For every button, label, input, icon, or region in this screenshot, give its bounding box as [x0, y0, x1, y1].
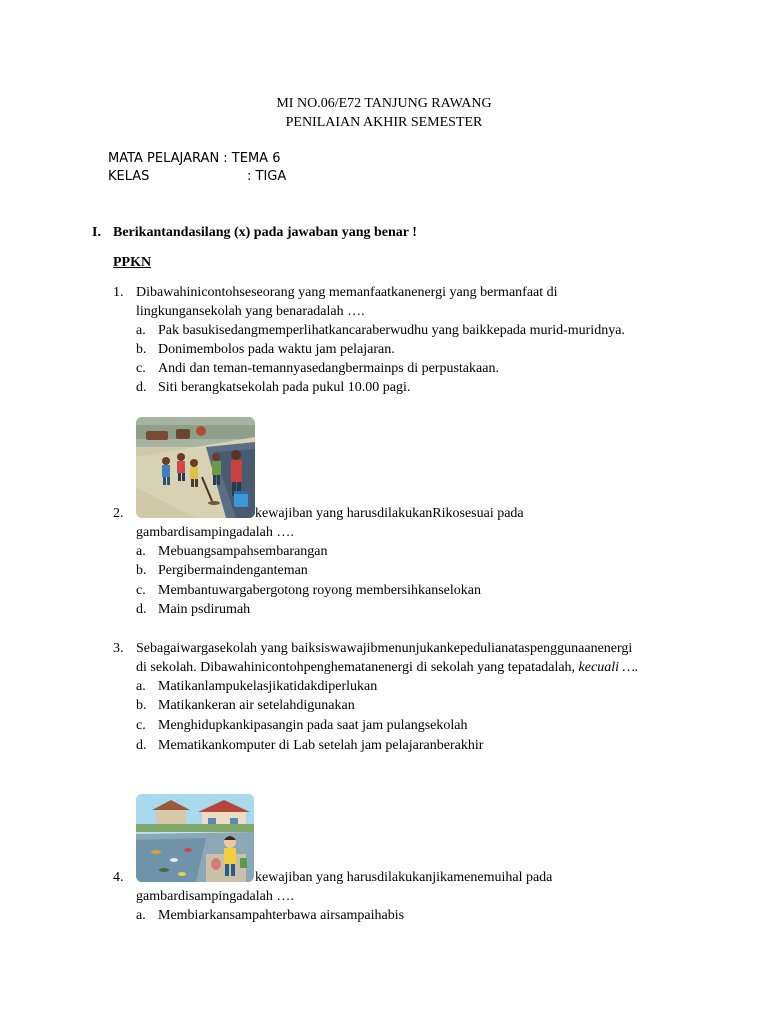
option-letter: d. [136, 738, 147, 753]
question-text-line2-italic: kecuali …. [578, 660, 639, 675]
option-text[interactable]: Membiarkansampahterbawa airsampaihabis [158, 908, 405, 923]
option-text[interactable]: Membantuwargabergotong royong membersihkanselokan [158, 583, 481, 598]
question-number: 3. [113, 641, 124, 656]
option-letter: b. [136, 342, 147, 357]
option-text[interactable]: Main psdirumah [158, 602, 251, 617]
option-letter: b. [136, 563, 147, 578]
option-text[interactable]: Mebuangsampahsembarangan [158, 544, 328, 559]
option-letter: a. [136, 908, 146, 923]
question-number: 4. [113, 870, 124, 885]
option-letter: a. [136, 323, 146, 338]
subject-label: MATA PELAJARAN : TEMA 6 [108, 151, 281, 166]
option-letter: c. [136, 583, 146, 598]
question-text-line2: gambardisampingadalah …. [136, 525, 294, 540]
option-letter: c. [136, 718, 146, 733]
subject-heading: PPKN [113, 255, 152, 270]
option-text[interactable]: Siti berangkatsekolah pada pukul 10.00 pagi. [158, 380, 411, 395]
option-letter: d. [136, 380, 147, 395]
question-number: 1. [113, 285, 124, 300]
option-text[interactable]: Donimembolos pada waktu jam pelajaran. [158, 342, 395, 357]
question-text-line1: kewajiban yang harusdilakukanjikamenemuihal pada [255, 870, 553, 885]
section-number: I. [92, 225, 101, 240]
option-text[interactable]: Pak basukisedangmemperlihatkancaraberwudhu yang baikkepada murid-muridnya. [158, 323, 625, 338]
option-text[interactable]: Matikanlampukelasjikatidakdiperlukan [158, 679, 378, 694]
question-text-line2 [136, 658, 638, 677]
option-letter: c. [136, 361, 146, 376]
option-text[interactable]: Mematikankomputer di Lab setelah jam pelajaranberakhir [158, 738, 484, 753]
question-text-line1: kewajiban yang harusdilakukanRikosesuai pada [255, 506, 524, 521]
option-text[interactable]: Matikankeran air setelahdigunakan [158, 698, 355, 713]
section-instruction: Berikantandasilang (x) pada jawaban yang benar ! [113, 225, 417, 240]
question-text-line1: Sebagaiwargasekolah yang baiksiswawajibmenunjukankepedulianataspenggunaanenergi [136, 641, 633, 656]
class-label: KELAS [108, 169, 150, 184]
gotong-royong-illustration [136, 417, 255, 518]
class-value: : TIGA [247, 169, 287, 184]
option-letter: d. [136, 602, 147, 617]
question-text-line2: gambardisampingadalah …. [136, 889, 294, 904]
flooded-trash-illustration [136, 794, 254, 882]
question-text-line2: lingkungansekolah yang benaradalah …. [136, 304, 365, 319]
option-letter: b. [136, 698, 147, 713]
school-name: MI NO.06/E72 TANJUNG RAWANG [276, 96, 492, 111]
option-text[interactable]: Menghidupkankipasangin pada saat jam pulangsekolah [158, 718, 468, 733]
question-text-line2-main: di sekolah. Dibawahinicontohpenghematanenergi di sekolah yang tepatadalah, [136, 660, 576, 675]
option-text[interactable]: Pergibermaindenganteman [158, 563, 308, 578]
exam-title: PENILAIAN AKHIR SEMESTER [285, 115, 483, 130]
question-text-line1: Dibawahinicontohseseorang yang memanfaatkanenergi yang bermanfaat di [136, 285, 558, 300]
option-letter: a. [136, 544, 146, 559]
option-text[interactable]: Andi dan teman-temannyasedangbermainps di perpustakaan. [158, 361, 499, 376]
option-letter: a. [136, 679, 146, 694]
question-number: 2. [113, 506, 124, 521]
